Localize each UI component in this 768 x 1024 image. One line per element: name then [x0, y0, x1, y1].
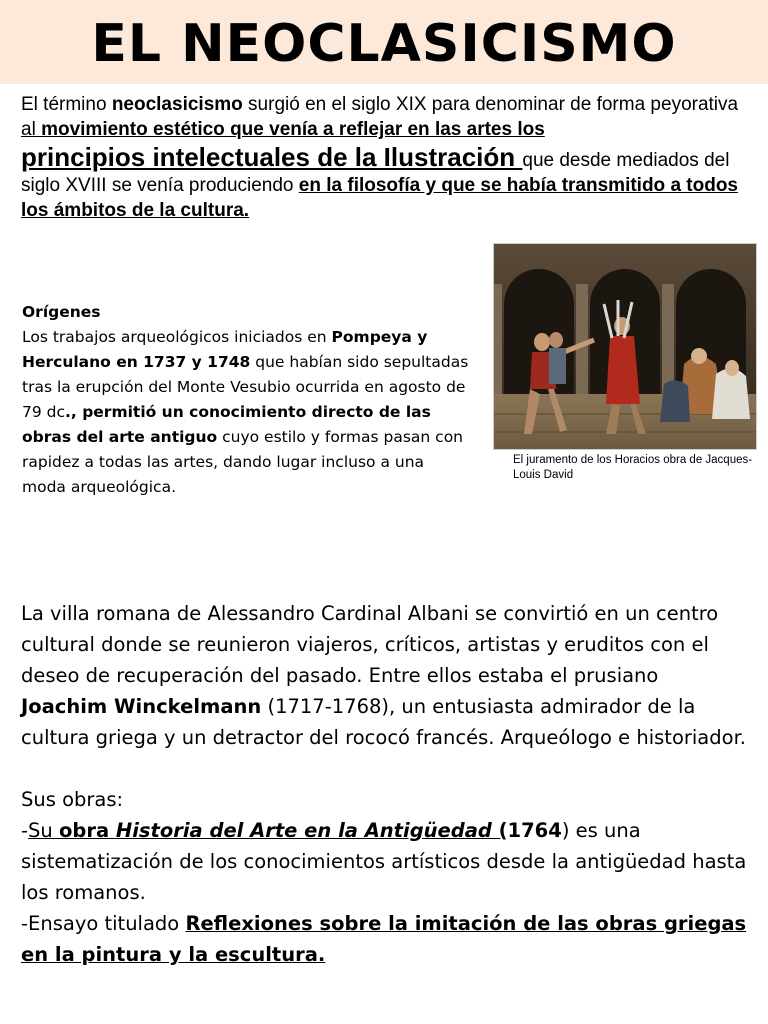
intro-paragraph [21, 92, 751, 223]
page-title: EL NEOCLASICISMO [91, 14, 677, 74]
origins-text: cuyo estilo y formas pasan con rapidez a todas las artes, dando lugar incluso a una moda arqueológica. [22, 428, 464, 496]
winckelmann-text: (1717-1768), un entusiasta admirador de la cultura griega y un detractor del rococó francés. Arqueólogo e historiador. [21, 695, 746, 749]
intro-text: surgió en el siglo XIX para denominar de forma peyorativa [242, 94, 739, 115]
work-title: Reflexiones sobre la imitación de las obras griegas en la pintura y la escultura. [21, 912, 747, 966]
work-text: -Ensayo titulado [21, 912, 186, 935]
work-item-history [21, 815, 756, 908]
origins-highlight: Pompeya y Herculano en 1737 y 1748 [22, 328, 428, 371]
intro-term: neoclasicismo [111, 94, 243, 115]
painting-illustration [494, 244, 756, 449]
painting-image [493, 243, 757, 450]
origins-text: Los trabajos arqueológicos iniciados en [22, 328, 332, 346]
work-text: Su [28, 819, 59, 842]
work-text: ) es una sistematización de los conocimientos artísticos desde la antigüedad hasta los romanos. [21, 819, 747, 904]
work-item-essay [21, 908, 756, 970]
intro-text: El término [21, 94, 112, 115]
spacer [21, 753, 756, 784]
body-section [21, 598, 756, 970]
winckelmann-paragraph [21, 691, 756, 753]
work-year: 1764 [507, 819, 562, 842]
origins-heading: Orígenes [22, 303, 101, 321]
origins-text: que habían sido sepultadas tras la erupción del Monte Vesubio ocurrida en agosto de 79 dc [22, 353, 469, 421]
intro-highlight: movimiento estético que venía a reflejar en las artes los [41, 119, 545, 140]
winckelmann-name: Joachim Winckelmann [21, 695, 262, 718]
intro-text: que desde mediados del siglo XVIII se venía produciendo [21, 150, 730, 196]
origins-highlight: ., permitió un conocimiento directo de las obras del arte antiguo [22, 403, 431, 446]
work-text: obra [58, 819, 116, 842]
intro-highlight: en la filosofía y que se había transmitido a todos los ámbitos de la cultura. [21, 175, 738, 221]
works-heading: Sus obras: [21, 788, 124, 811]
villa-paragraph: La villa romana de Alessandro Cardinal Albani se convirtió en un centro cultural donde se reunieron viajeros, críticos, artistas y eruditos con el deseo de recuperación del pasado. Entre ellos estaba el prusiano [21, 602, 719, 687]
work-text: - [21, 819, 29, 842]
work-text: ( [498, 819, 508, 842]
origins-section [22, 300, 472, 500]
intro-text: al [21, 119, 42, 140]
intro-big-highlight: principios intelectuales de la Ilustración [21, 142, 523, 172]
work-title: Historia del Arte en la Antigüedad [115, 819, 499, 842]
painting-caption: El juramento de los Horacios obra de Jacques-Louis David [513, 454, 753, 481]
